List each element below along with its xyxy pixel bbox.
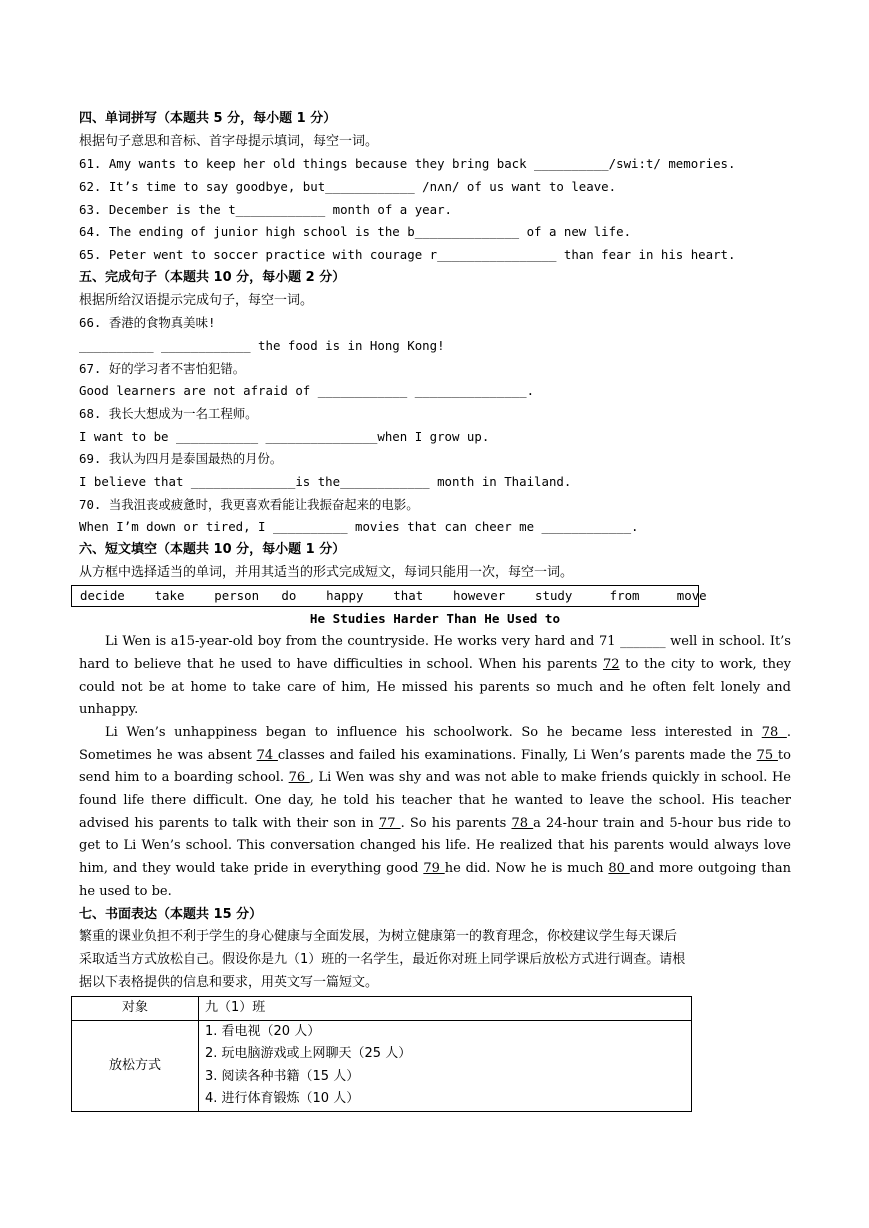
passage-text: he did. Now he is much bbox=[444, 861, 609, 877]
passage-text: Li Wen is a15-year-old boy from the countryside. He works very hard and 71 bbox=[105, 634, 621, 650]
section-4-heading: 四、单词拼写（本题共 5 分，每小题 1 分） bbox=[79, 111, 337, 126]
blank-78a: 78 bbox=[761, 724, 787, 740]
blank-74: 74 bbox=[256, 747, 278, 763]
question-66-prompt: 66. 香港的食物真美味! bbox=[79, 315, 216, 331]
question-67-prompt: 67. 好的学习者不害怕犯错。 bbox=[79, 360, 246, 376]
question-67-sentence: Good learners are not afraid of ____________ _______________. bbox=[79, 383, 535, 399]
list-item: 4. 进行体育锻炼（10 人） bbox=[205, 1091, 360, 1107]
question-63: 63. December is the t____________ month of a year. bbox=[79, 201, 452, 217]
table-row bbox=[72, 1020, 692, 1111]
blank-76: 76 bbox=[288, 770, 310, 786]
passage-paragraph-1 bbox=[79, 631, 791, 722]
table-cell-relax-items bbox=[199, 1020, 692, 1111]
passage-text: . Sometimes he was absent bbox=[79, 724, 791, 763]
passage-title: He Studies Harder Than He Used to bbox=[309, 611, 561, 627]
passage-text: classes and failed his examinations. Finally, Li Wen’s parents made the bbox=[277, 747, 757, 763]
list-item: 2. 玩电脑游戏或上网聊天（25 人） bbox=[205, 1046, 412, 1062]
section-5-heading: 五、完成句子（本题共 10 分，每小题 2 分） bbox=[79, 269, 346, 285]
survey-table bbox=[71, 996, 692, 1112]
passage-text: , Li Wen was shy and was not able to make friends quickly in school. He found life there difficult. One day, he told his teacher that he wanted to leave the school. His teacher advised his parents to talk with their son in bbox=[79, 770, 791, 831]
table-cell-target-label: 对象 bbox=[72, 997, 199, 1021]
passage-text: a 24-hour train and 5-hour bus ride to get to Li Wen’s school. This conversation changed his life. He realized that his parents would always love him, and they would take pride in everything good bbox=[79, 815, 791, 877]
exam-page bbox=[79, 108, 791, 1112]
question-69-prompt: 69. 我认为四月是泰国最热的月份。 bbox=[79, 451, 283, 467]
blank-77: 77 bbox=[378, 815, 401, 831]
question-69-sentence: I believe that ______________is the____________ month in Thailand. bbox=[79, 474, 572, 489]
question-68-sentence: I want to be ___________ _______________when I grow up. bbox=[79, 428, 490, 444]
question-61: 61. Amy wants to keep her old things because they bring back __________/swi:t/ memories. bbox=[79, 156, 736, 172]
passage-text: Li Wen’s unhappiness began to influence his schoolwork. So he became less interested in bbox=[105, 724, 762, 740]
word-box: decide take person do happy that however study from move bbox=[71, 585, 699, 607]
section-6-instruction: 从方框中选择适当的单词，并用其适当的形式完成短文，每词只能用一次，每空一词。 bbox=[79, 564, 574, 580]
question-62: 62. It’s time to say goodbye, but____________ /nʌn/ of us want to leave. bbox=[79, 179, 617, 195]
list-item: 1. 看电视（20 人） bbox=[205, 1023, 321, 1039]
table-row bbox=[72, 997, 692, 1021]
question-70-sentence: When I’m down or tired, I __________ movies that can cheer me ____________. bbox=[79, 519, 639, 535]
passage-text: and more outgoing than he used to be. bbox=[79, 861, 791, 899]
section-7-instruction-line-2: 采取适当方式放松自己。假设你是九（1）班的一名学生，最近你对班上同学课后放松方式进行调查。请根 bbox=[79, 951, 686, 967]
passage-text: to the city to work, they could not be at home to take care of him, He missed his parents so much and he often felt lonely and unhappy. bbox=[79, 656, 791, 718]
table-cell-relax-label: 放松方式 bbox=[72, 1020, 199, 1111]
blank-71: _______ bbox=[620, 634, 666, 650]
list-item: 3. 阅读各种书籍（15 人） bbox=[205, 1068, 360, 1084]
passage-text: well in school. It’s hard to believe that he used to have difficulties in school. When his parents bbox=[79, 634, 791, 672]
section-7-heading: 七、书面表达（本题共 15 分） bbox=[79, 906, 263, 922]
section-4-instruction: 根据句子意思和音标、首字母提示填词，每空一词。 bbox=[79, 133, 379, 149]
table-cell-target-value: 九（1）班 bbox=[199, 997, 692, 1021]
blank-75: 75 bbox=[756, 747, 778, 763]
question-65: 65. Peter went to soccer practice with courage r________________ than fear in his heart. bbox=[79, 247, 736, 263]
blank-80: 80 bbox=[608, 861, 630, 877]
passage-paragraph-2 bbox=[79, 722, 791, 904]
blank-79: 79 bbox=[423, 861, 445, 877]
question-68-prompt: 68. 我长大想成为一名工程师。 bbox=[79, 405, 258, 421]
question-70-prompt: 70. 当我沮丧或疲惫时，我更喜欢看能让我振奋起来的电影。 bbox=[79, 496, 419, 512]
section-5-instruction: 根据所给汉语提示完成句子，每空一词。 bbox=[79, 292, 314, 308]
section-6-heading: 六、短文填空（本题共 10 分，每小题 1 分） bbox=[79, 542, 346, 558]
section-7-instruction-line-3: 据以下表格提供的信息和要求，用英文写一篇短文。 bbox=[79, 974, 379, 990]
question-66-sentence: __________ ____________ the food is in Hong Kong! bbox=[79, 337, 445, 353]
passage bbox=[79, 631, 791, 903]
passage-text: . So his parents bbox=[400, 815, 512, 831]
section-7-instruction-line-1: 繁重的课业负担不利于学生的身心健康与全面发展，为树立健康第一的教育理念，你校建议学生每天课后 bbox=[79, 929, 678, 945]
passage-text: to send him to a boarding school. bbox=[79, 747, 791, 786]
blank-78b: 78 bbox=[511, 815, 534, 831]
question-64: 64. The ending of junior high school is the b______________ of a new life. bbox=[79, 224, 632, 240]
blank-72: 72 bbox=[603, 656, 620, 672]
